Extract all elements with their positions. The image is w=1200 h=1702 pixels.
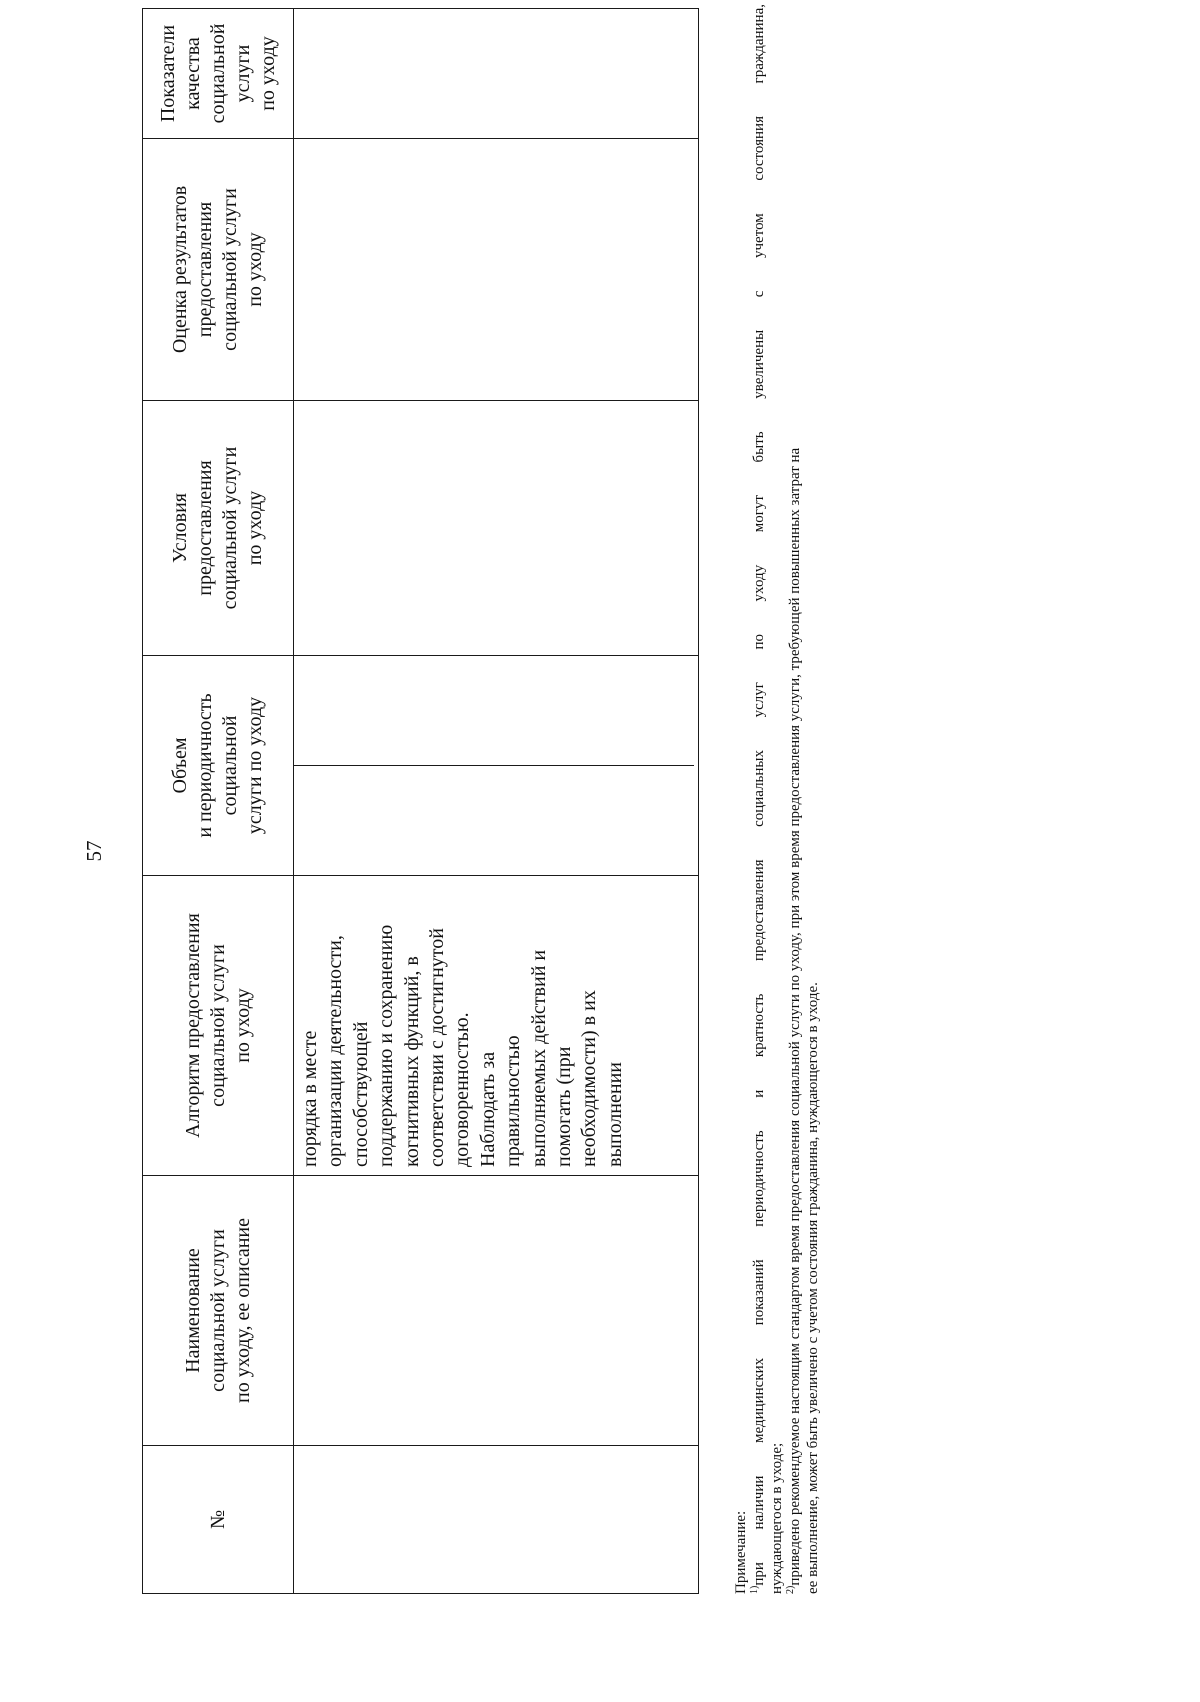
header-line: предоставления [194,460,216,596]
header-line: по уходу, ее описание [231,1218,254,1403]
header-line: социальной услуги [206,944,229,1107]
volume-subrow [294,656,694,875]
footnote-1-text: при наличии медицинских показаний периодичность и кратность предоставления социальных услуг по уходу могут быть увеличены с учетом состояния гражданина, [751,4,767,1586]
algorithm-line: выполнении [603,1062,626,1167]
header-line: по уходу [231,988,254,1063]
footnote-2-line-1 [786,4,804,1594]
header-line: предоставления [194,201,216,338]
cell-conditions [294,401,699,656]
header-line: услуги по уходу [244,696,266,835]
cell-evaluation [294,139,699,401]
algorithm-line: когнитивных функций, в [400,956,423,1167]
footnote-2-line-2: ее выполнение, может быть увеличено с учетом состояния гражданина, нуждающегося в уходе. [805,982,821,1594]
header-line: социальной [206,23,229,124]
table-row [294,9,699,1594]
header-algorithm [143,876,294,1176]
header-quality [143,9,294,139]
header-line: социальной услуги [206,1229,229,1392]
header-line: и периодичность [194,693,216,838]
header-line: Наименование [181,1248,204,1373]
service-standard-table [142,8,699,1594]
cell-algorithm [294,876,699,1176]
footnote-1-marker: 1) [749,1585,760,1594]
header-line: социальной услуги [219,188,241,351]
header-number-label: № [206,1509,229,1530]
algorithm-line: помогать (при [552,1046,575,1167]
footnotes [732,4,822,1594]
header-conditions [143,401,294,656]
algorithm-line: поддержанию и сохранению [375,924,398,1167]
footnote-1-line-1 [750,4,768,1594]
footnote-2-text: приведено рекомендуемое настоящим стандартом время предоставления социальной услуги по уходу, при этом время предоставления услуги, требующей повышенных затрат на [787,447,803,1586]
header-line: социальной услуги [219,446,241,610]
algorithm-line: выполняемых действий и [527,949,550,1167]
header-line: Показатели [156,24,179,123]
cell-volume [294,656,699,876]
algorithm-line: договоренностью. [451,1012,474,1167]
table-header-row [143,9,294,1594]
algorithm-line: организации деятельности, [324,935,347,1167]
algorithm-line: порядка в месте [299,1030,321,1167]
algorithm-line: соответствии с достигнутой [425,928,448,1167]
cell-volume-time [294,656,694,766]
algorithm-line: необходимости) в их [578,990,601,1167]
footnote-2-marker: 2) [785,1585,796,1594]
header-line: Алгоритм предоставления [181,913,204,1138]
page-number: 57 [82,840,106,862]
header-line: социальной [219,715,241,816]
notes-title: Примечание: [733,1510,749,1594]
cell-quality [294,9,699,139]
header-line: по уходу [244,232,266,307]
algorithm-line: правильностью [502,1035,525,1167]
algorithm-line: Наблюдать за [476,1051,499,1167]
header-volume [143,656,294,876]
header-number [143,1446,294,1594]
cell-number [294,1446,699,1594]
volume-subcells [294,656,694,875]
header-line: качества [181,37,204,110]
header-line: по уходу [256,36,279,111]
cell-service-name [294,1176,699,1446]
header-line: Объем [169,737,191,794]
header-line: Оценка результатов [169,185,191,354]
header-line: по уходу [244,490,266,566]
header-line: Условия [169,493,191,563]
header-evaluation [143,139,294,401]
header-service-name [143,1176,294,1446]
cell-volume-amount [294,766,694,876]
algorithm-line: способствующей [349,1021,372,1167]
header-line: услуги [231,44,254,103]
footnote-1-line-2: нуждающегося в уходе; [769,1442,785,1594]
